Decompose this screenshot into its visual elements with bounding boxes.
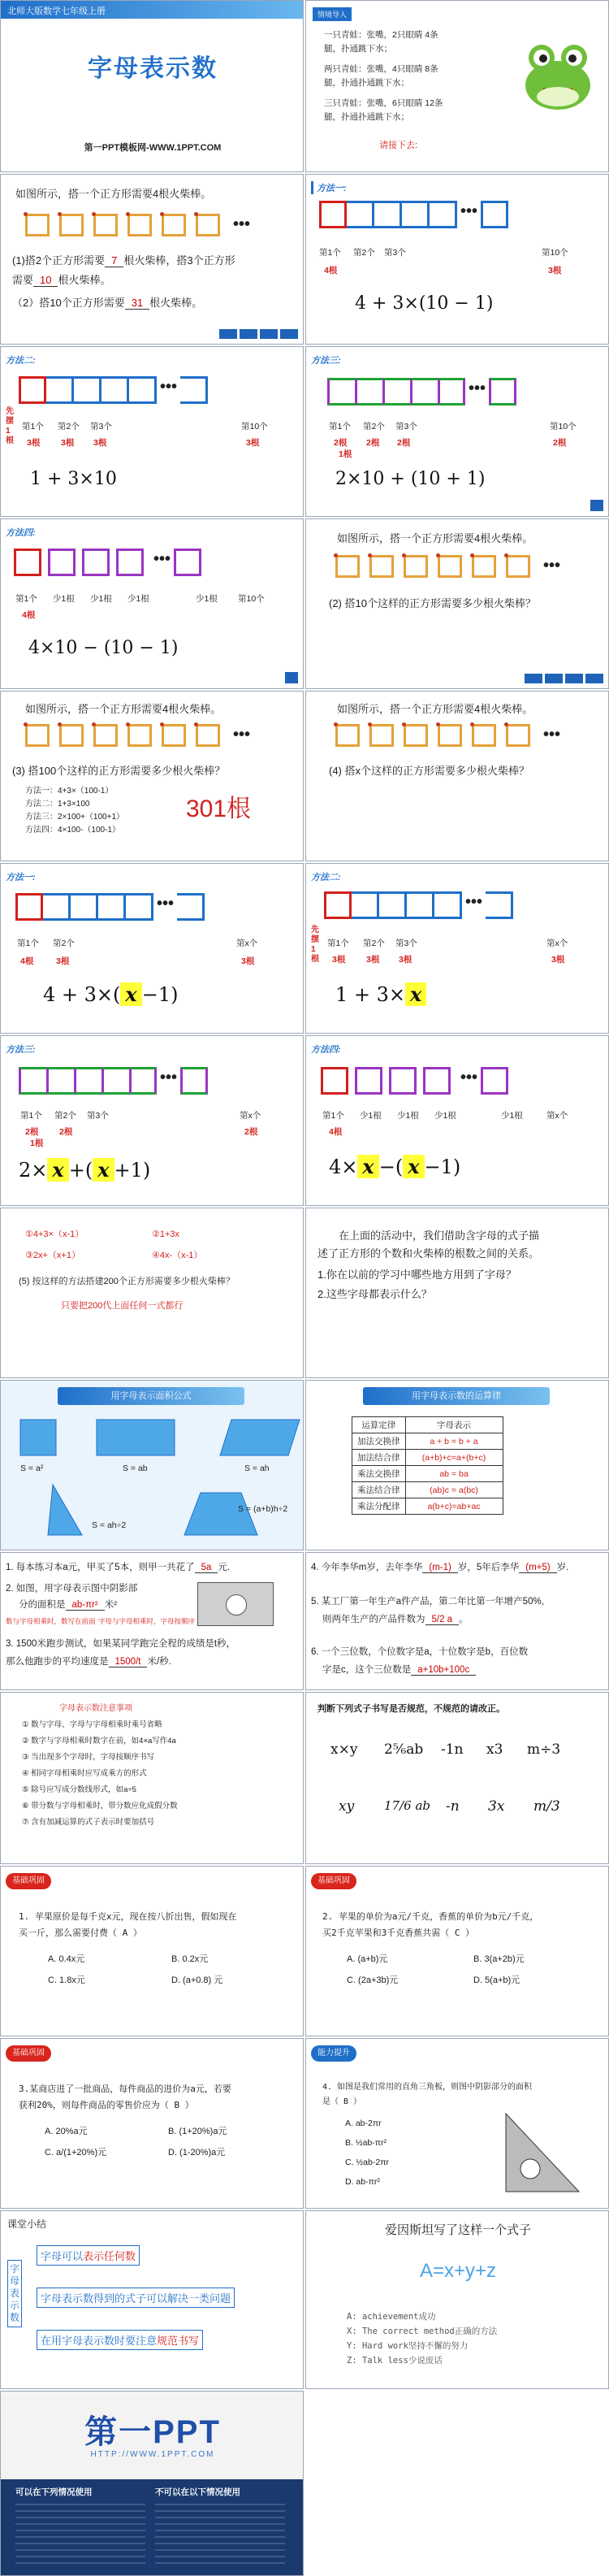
slide-x-method-1	[0, 863, 304, 1034]
option-b[interactable]: B. ½ab-πr²	[345, 2138, 387, 2148]
intro-text: 如图所示，搭一个正方形需要4根火柴棒。	[337, 703, 533, 715]
formula: 4 + 3×(10 − 1)	[355, 293, 494, 314]
less-one: 少1根	[360, 1111, 382, 1121]
logo-text: 第一PPT	[84, 2414, 221, 2450]
count: 3根	[27, 438, 41, 448]
question-2: （2）搭10个正方形需要 31 根火柴棒。	[12, 297, 203, 309]
label-2nd: 第2个	[363, 939, 385, 948]
count-4: 4根	[329, 1127, 343, 1137]
count-3: 3根	[56, 956, 70, 966]
label-1st: 第1个	[22, 422, 44, 432]
question-1: 1.你在以前的学习中哪些地方用到了字母？	[317, 1268, 516, 1281]
count: 3根	[551, 955, 565, 965]
method-2: 方法二：1+3×100	[25, 800, 90, 809]
summary-item-3: 在用字母表示数时要注意规范书写	[37, 2330, 203, 2350]
slide-exercise-1-3	[0, 1552, 304, 1690]
formula: 1 + 3×10	[30, 469, 117, 489]
slide-heading: 字母表示数注意事项	[59, 1704, 132, 1713]
slide-heading: 用字母表示面积公式	[58, 1387, 244, 1405]
formula: 2× x +( x +1)	[19, 1158, 151, 1182]
label-2nd: 第2个	[363, 422, 385, 432]
count-1: 1根	[339, 449, 352, 459]
question: 1. 苹果原价是每千克x元，现在按八折出售，假如现在	[19, 1911, 237, 1922]
method-label: 方法三:	[311, 356, 341, 366]
square-row: •••	[319, 201, 508, 228]
fine-print	[155, 2504, 285, 2569]
less-one: 少1根	[501, 1111, 523, 1121]
method-1: 方法一：4+3×（100-1）	[25, 787, 114, 796]
less-one: 少1根	[196, 594, 218, 604]
method-label: 方法一:	[311, 181, 347, 194]
answer: 只要把200代上面任何一式都行	[61, 1301, 184, 1311]
option-b[interactable]: B. (1+20%)a元	[168, 2127, 227, 2136]
count-4: 4根	[20, 956, 34, 966]
table-row: 乘法结合律 (ab)c = a(bc)	[352, 1482, 503, 1498]
count: 3根	[61, 438, 75, 448]
fine-print	[15, 2504, 145, 2569]
count-2: 2根	[397, 438, 411, 448]
matchstick-row: •••	[335, 724, 560, 747]
question-5: 5. 某工厂第一年生产a件产品，第二年比第一年增产50%,	[311, 1597, 544, 1607]
slide-heading: 课堂小结	[7, 2218, 47, 2230]
question-3: 3. 1500米跑步测试，如果某同学跑完全程的成绩是t秒，	[6, 1639, 236, 1649]
count: 3根	[246, 438, 260, 448]
section-badge: 基础巩固	[6, 2045, 51, 2062]
square-row: •••	[327, 378, 516, 405]
einstein-formula: A=x+y+z	[419, 2260, 497, 2282]
method-label: 方法四:	[6, 528, 36, 538]
label-3rd: 第3个	[384, 248, 406, 258]
slide-judge-writing	[305, 1692, 609, 1864]
matchstick-row: •••	[25, 724, 250, 747]
slide-heading: 用字母表示数的运算律	[363, 1387, 550, 1405]
intro-text: 如图所示，搭一个正方形需要4根火柴棒。	[25, 703, 222, 715]
option-c[interactable]: C. (2a+3b)元	[347, 1975, 399, 1985]
fix-a: xy	[339, 1798, 355, 1815]
question-2-answer: 分的面积是 ab-πr² 米²	[19, 1600, 118, 1610]
option-a[interactable]: A. (a+b)元	[347, 1954, 388, 1964]
usage-forbidden-title: 不可以在以下情况使用	[155, 2487, 240, 2497]
fix-c: -n	[446, 1798, 460, 1815]
method-label: 方法二:	[311, 873, 341, 883]
question-6: 6. 一个三位数，个位数字是a，十位数字是b，百位数	[311, 1647, 529, 1657]
slide-x-method-3	[0, 1035, 304, 1206]
count-3: 3根	[548, 266, 562, 275]
slide-summary-200	[0, 1208, 304, 1378]
slide-heading: 爱因斯坦写了这样一个式子	[384, 2223, 531, 2237]
question-3-answer: 那么他跑步的平均速度是 1500/t 米/秒.	[6, 1657, 171, 1667]
slide-exercise-4-6	[305, 1552, 609, 1690]
count-2: 2根	[334, 438, 348, 448]
slide-method-2	[0, 346, 304, 517]
nav-buttons[interactable]	[525, 674, 603, 683]
page-title: 字母表示数	[88, 55, 218, 82]
formula: 4×10 − (10 − 1)	[28, 638, 179, 658]
less-one: 少1根	[434, 1111, 456, 1121]
question-1-cont: 需要 10 根火柴棒。	[12, 274, 111, 286]
section-badge: 基础巩固	[6, 1873, 51, 1889]
question: 4. 如图是我们常用的直角三角板，则图中阴影部分的面积	[322, 2083, 533, 2092]
formula-term-x: X: The correct method正确的方法	[347, 2327, 498, 2336]
table-row: 乘法分配律 a(b+c)=ab+ac	[352, 1498, 503, 1515]
count-3: 3根	[241, 956, 255, 966]
slide-heading: 判断下列式子书写是否规范，不规范的请改正。	[317, 1704, 505, 1714]
nav-button[interactable]	[285, 672, 298, 683]
label-1st: 第1个	[322, 1111, 344, 1121]
slide-laws	[305, 1380, 609, 1550]
first-stick-label: 先摆1根	[6, 407, 14, 445]
slide-question-2	[305, 518, 609, 689]
count-2: 2根	[25, 1127, 39, 1137]
label-2nd: 第2个	[58, 422, 80, 432]
first-stick-label: 先摆1根	[311, 926, 319, 964]
table-row: 乘法交换律 ab = ba	[352, 1466, 503, 1482]
question-cont: 是（ B ）	[322, 2097, 362, 2106]
count: 3根	[366, 955, 380, 965]
slide-question-3	[0, 691, 304, 861]
slide-einstein	[305, 2210, 609, 2389]
label-xth: 第x个	[240, 1111, 261, 1121]
section-badge: 基础巩固	[311, 1873, 356, 1889]
frog-icon	[519, 37, 597, 115]
slide-method-4	[0, 518, 304, 689]
less-one: 少1根	[53, 594, 75, 604]
slide-class-summary	[0, 2210, 304, 2389]
note: 字母与字母相乘时，字母按顺序	[98, 1617, 196, 1625]
label-2nd: 第2个	[53, 939, 75, 948]
question: (5) 按这样的方法搭建200个正方形需要多少根火柴棒？	[19, 1277, 235, 1286]
site-text: 第一PPT模板网-WWW.1PPT.COM	[84, 143, 222, 153]
question-cont: 买一斤，那么需要付费（ A ）	[19, 1928, 142, 1938]
rule: ⑦ 含有加减运算的式子表示时要加括号	[22, 1818, 155, 1827]
matchstick-row: •••	[25, 214, 250, 236]
count-2: 2根	[59, 1127, 73, 1137]
expr-2: ②1+3x	[152, 1229, 180, 1239]
label-10th: 第10个	[241, 422, 268, 432]
question: 2. 苹果的单价为a元/千克，香蕉的单价为b元/千克，	[322, 1911, 539, 1922]
count-1: 1根	[30, 1138, 44, 1148]
slide-mc-3	[0, 2038, 304, 2209]
label-3rd: 第3个	[395, 939, 417, 948]
matchstick-row: •••	[335, 555, 560, 578]
section-tag: 情境导入	[313, 7, 352, 21]
label-1st: 第1个	[327, 939, 349, 948]
nav-button[interactable]	[590, 500, 603, 511]
table-row: 加法结合律 (a+b)+c=a+(b+c)	[352, 1450, 503, 1466]
summary-side-label: 字母表示数	[7, 2260, 22, 2327]
formula: 1 + 3× x	[335, 982, 426, 1006]
label-1st: 第1个	[20, 1111, 42, 1121]
question: (4) 搭x个这样的正方形需要多少根火柴棒？	[329, 765, 530, 777]
option-d[interactable]: D. ab-πr²	[345, 2177, 380, 2187]
question-6-answer: 字是c，这个三位数是 a+10b+100c	[322, 1662, 476, 1678]
method-label: 方法一:	[6, 873, 36, 883]
method-label: 方法三:	[6, 1045, 36, 1055]
fix-b: 17/6 ab	[384, 1798, 430, 1813]
summary-item-2: 字母表示数得到的式子可以解决一类问题	[37, 2288, 235, 2308]
square-row: •••	[321, 1067, 508, 1095]
count: 3根	[93, 438, 107, 448]
expr-d: x3	[486, 1741, 503, 1758]
option-d[interactable]: D. (1-20%)a元	[168, 2148, 226, 2158]
nav-buttons[interactable]	[219, 329, 298, 339]
note: 数与字母相乘时，数写在前面	[6, 1617, 96, 1625]
paragraph-line-1: 在上面的活动中，我们借助含字母的式子描	[339, 1229, 540, 1242]
formula: 4× x −( x −1)	[329, 1155, 461, 1178]
rule: ① 数与字母、字母与字母相乘时乘号省略	[22, 1720, 162, 1729]
area-trapezoid: S = (a+b)h÷2	[238, 1504, 288, 1514]
formula-term-a: A: achievement成功	[347, 2312, 436, 2322]
expr-b: 2⅚ab	[384, 1741, 424, 1758]
summary-item-1: 字母可以表示任何数	[37, 2245, 140, 2266]
label-3rd: 第3个	[395, 422, 417, 432]
slide-title	[0, 0, 304, 172]
question: 3.某商店进了一批商品，每件商品的进价为a元，若要	[19, 2084, 231, 2094]
square-row: •••	[19, 376, 208, 404]
label-xth: 第x个	[546, 939, 568, 948]
label-1st: 第1个	[319, 248, 341, 258]
expr-1: ①4+3×（x-1）	[25, 1229, 84, 1239]
slide-x-method-4	[305, 1035, 609, 1206]
option-a[interactable]: A. 20%a元	[45, 2127, 88, 2136]
expr-e: m÷3	[527, 1741, 561, 1758]
question: (2) 搭10个这样的正方形需要多少根火柴棒？	[329, 597, 536, 609]
expr-3: ③2x+（x+1）	[25, 1251, 80, 1260]
count: 3根	[332, 955, 346, 965]
slide-method-3	[305, 346, 609, 517]
slide-mc-2	[305, 1866, 609, 2036]
table-row: 加法交换律 a + b = b + a	[352, 1433, 503, 1450]
slide-method-1	[305, 174, 609, 345]
slide-mc-1	[0, 1866, 304, 2036]
rhyme-line: 一只青蛙：张嘴，2只眼睛 4条	[324, 30, 438, 40]
fix-d: 3x	[488, 1798, 505, 1815]
question-4: 4. 今年李华m岁，去年李华 (m-1) 岁，5年后李华 (m+5) 岁.	[311, 1563, 569, 1572]
shape-diagrams	[1, 1405, 304, 1550]
less-one: 少1根	[127, 594, 149, 604]
square-row: •••	[15, 893, 205, 921]
slide-area-formulas	[0, 1380, 304, 1550]
continue-text: 请接下去:	[379, 141, 418, 150]
rule: ② 数字与字母相乘时数字在前，如4×a写作4a	[22, 1737, 176, 1746]
rhyme-line: 三只青蛙：张嘴，6只眼睛 12条	[324, 98, 443, 108]
area-rectangle: S = ab	[123, 1464, 148, 1473]
usage-allowed-title: 可以在下列情况使用	[15, 2487, 93, 2497]
option-c[interactable]: C. ½ab-2πr	[345, 2158, 389, 2167]
banner-text: 北师大版数学七年级上册	[7, 7, 106, 16]
area-triangle: S = ah÷2	[92, 1520, 127, 1530]
formula: 2×10 + (10 + 1)	[335, 469, 486, 489]
label-1st: 第1个	[15, 594, 37, 604]
shaded-rectangle	[197, 1582, 274, 1626]
rule: ④ 相同字母相乘时应写成乘方的形式	[22, 1769, 147, 1778]
option-b[interactable]: B. 3(a+2b)元	[473, 1954, 525, 1964]
triangle-ruler-icon	[498, 2107, 587, 2197]
label-3rd: 第3个	[87, 1111, 109, 1121]
expr-c: -1n	[441, 1741, 464, 1758]
expr-a: x×y	[330, 1741, 358, 1758]
slide-mc-4	[305, 2038, 609, 2209]
site-url: HTTP://WWW.1PPT.COM	[90, 2450, 215, 2459]
question-2: 2. 如图，用字母表示图中阴影部	[6, 1584, 138, 1594]
count-2: 2根	[553, 438, 567, 448]
paragraph-line-2: 述了正方形的个数和火柴棒的根数之间的关系。	[317, 1247, 540, 1260]
method-3: 方法三：2×100+（100+1）	[25, 813, 125, 822]
rule: ⑥ 带分数与字母相乘时，带分数应化成假分数	[22, 1802, 178, 1811]
question-5-answer: 则两年生产的产品件数为 5/2 a 。	[322, 1615, 469, 1624]
square-row: •••	[14, 549, 201, 576]
rhyme-line: 两只青蛙：张嘴，4只眼睛 8条	[324, 64, 438, 74]
less-one: 少1根	[397, 1111, 419, 1121]
option-a[interactable]: A. ab-2πr	[345, 2118, 382, 2128]
label-10th: 第10个	[238, 594, 265, 604]
label-1st: 第1个	[17, 939, 39, 948]
section-badge: 能力提升	[311, 2045, 356, 2062]
count-4: 4根	[324, 266, 338, 275]
option-c[interactable]: C. a/(1+20%)元	[45, 2148, 107, 2158]
label-2nd: 第2个	[54, 1111, 76, 1121]
rule: ⑤ 除号应写成分数线形式，如a÷5	[22, 1785, 136, 1794]
question-1: (1)搭2个正方形需要 7 根火柴棒，搭3个正方形	[12, 254, 235, 267]
question-cont: 获利20%，则每件商品的零售价应为（ B ）	[19, 2100, 194, 2110]
method-label: 方法二:	[6, 356, 36, 366]
intro-text: 如图所示，搭一个正方形需要4根火柴棒。	[337, 532, 533, 544]
label-10th: 第10个	[550, 422, 577, 432]
answer: 301根	[186, 796, 252, 822]
option-b[interactable]: B. 0.2x元	[171, 1954, 209, 1964]
label-10th: 第10个	[542, 248, 568, 258]
count: 3根	[399, 955, 412, 965]
method-label: 方法四:	[311, 1045, 341, 1055]
slide-x-method-2	[305, 863, 609, 1034]
laws-table: 运算定律 字母表示 加法交换律 a + b = b + a 加法结合律 (a+b)+c=a+(b+c) 乘法交换律 ab = ba 乘法结合律 (ab)c = a(bc) 乘法分配律 a(b+c)=ab+ac	[352, 1416, 503, 1515]
expr-4: ④4x-（x-1）	[152, 1251, 203, 1260]
question: (3) 搭100个这样的正方形需要多少根火柴棒？	[12, 765, 226, 777]
intro-text: 如图所示，搭一个正方形需要4根火柴棒。	[15, 188, 212, 200]
rhyme-line: 腿，扑通跳下水；	[324, 44, 392, 54]
option-a[interactable]: A. 0.4x元	[48, 1954, 85, 1964]
question-2: 2.这些字母都表示什么？	[317, 1288, 432, 1300]
formula-term-y: Y: Hard work坚持不懈的努力	[347, 2341, 469, 2351]
square-row: •••	[324, 891, 513, 919]
label-1st: 第1个	[329, 422, 351, 432]
label-3rd: 第3个	[90, 422, 112, 432]
count-4: 4根	[22, 610, 36, 620]
area-square: S = a²	[20, 1464, 44, 1473]
area-parallelogram: S = ah	[244, 1464, 270, 1473]
fix-e: m/3	[533, 1798, 560, 1815]
label-2nd: 第2个	[353, 248, 375, 258]
less-one: 少1根	[90, 594, 112, 604]
slide-letters-reflection	[305, 1208, 609, 1378]
method-4: 方法四：4×100-（100-1）	[25, 826, 120, 835]
option-d[interactable]: D. 5(a+b)元	[473, 1975, 520, 1985]
count-2: 2根	[366, 438, 380, 448]
slide-notes	[0, 1692, 304, 1864]
label-xth: 第x个	[236, 939, 258, 948]
slide-question-4	[305, 691, 609, 861]
rule: ③ 当出现多个字母时，字母按顺序书写	[22, 1753, 155, 1762]
rhyme-line: 腿，扑通扑通跳下水；	[324, 112, 409, 122]
slide-matches-q1	[0, 174, 304, 345]
slide-frog-intro	[305, 0, 609, 172]
option-d[interactable]: D. (a+0.8) 元	[171, 1975, 223, 1985]
question-1: 1. 每本练习本a元，甲买了5本，则甲一共花了 5a 元.	[6, 1563, 231, 1572]
formula-term-z: Z: Talk less少说废话	[347, 2356, 443, 2366]
label-xth: 第x个	[546, 1111, 568, 1121]
question-cont: 买2千克苹果和3千克香蕉共需（ C ）	[322, 1928, 475, 1938]
square-row: •••	[19, 1067, 208, 1095]
option-c[interactable]: C. 1.8x元	[48, 1975, 85, 1985]
formula: 4 + 3×( x −1)	[43, 982, 179, 1006]
ad-footer	[1, 2479, 304, 2576]
count-2: 2根	[244, 1127, 258, 1137]
rhyme-line: 腿，扑通扑通跳下水；	[324, 78, 409, 88]
slide-ad	[0, 2391, 304, 2576]
